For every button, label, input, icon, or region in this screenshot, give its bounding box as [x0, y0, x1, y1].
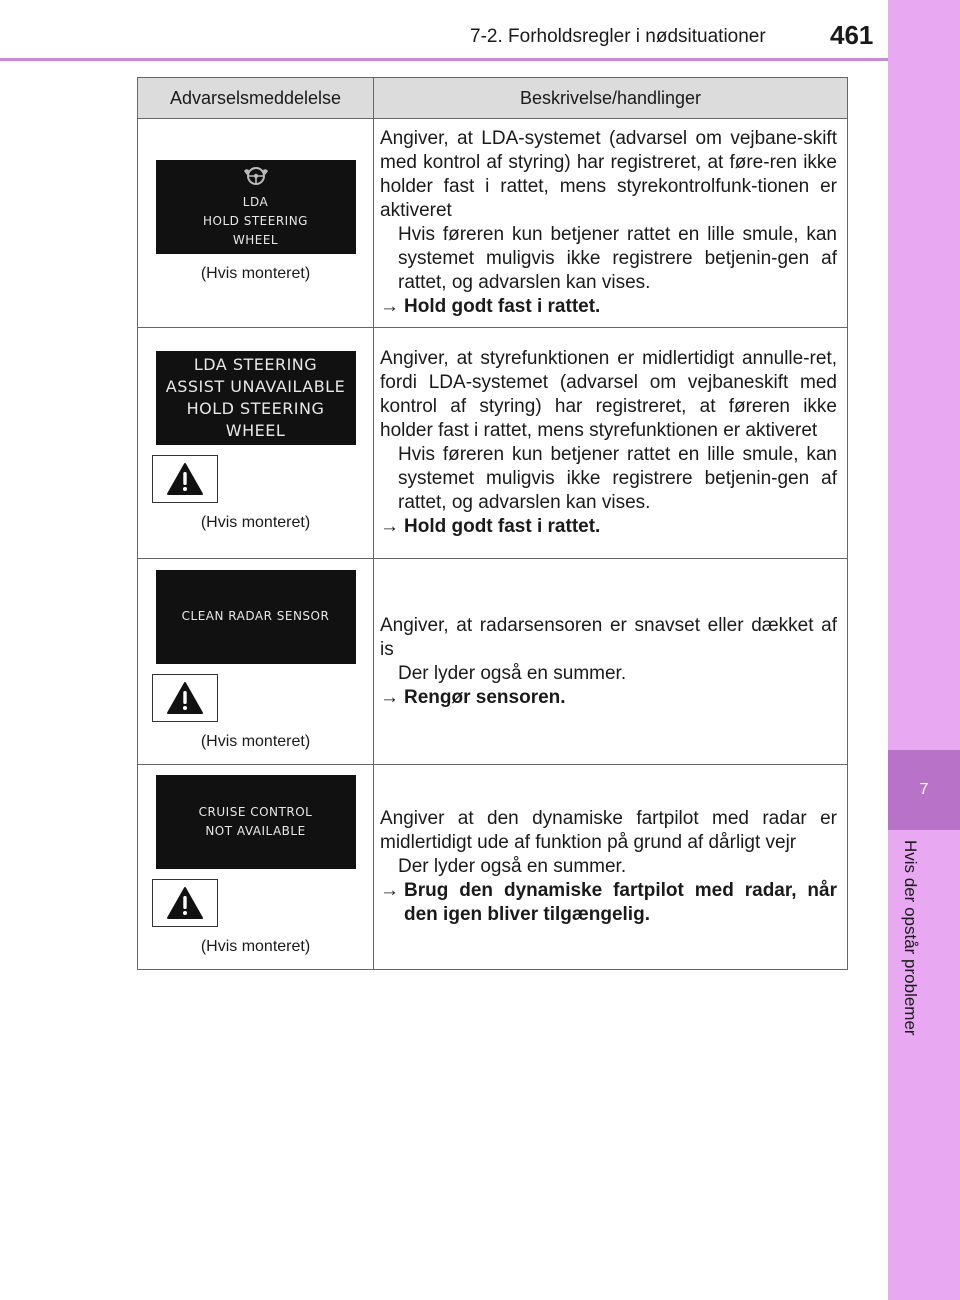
message-cell [138, 119, 374, 328]
warning-message-table [137, 77, 848, 970]
screen-line: HOLD STEERING [203, 213, 308, 228]
table-row [138, 559, 848, 765]
column-header-description: Beskrivelse/handlinger [374, 78, 848, 119]
table-row [138, 119, 848, 328]
screen-line: WHEEL [232, 232, 279, 247]
page-header [0, 0, 888, 58]
table-row [138, 765, 848, 970]
warning-triangle-icon [152, 879, 218, 927]
screen-line: ASSIST UNAVAILABLE [165, 377, 346, 396]
header-divider [0, 58, 888, 61]
description-text: Angiver, at styrefunktionen er midlertidigt annulle-ret, fordi LDA-systemet (advarsel om vejbaneskift med kontrol af styring) har registreret, at føreren ikke holder fast i rattet, mens styrefunktionen er aktiveret [380, 348, 837, 441]
chapter-label: Hvis der opstår problemer [901, 840, 920, 1036]
screen-line: LDA STEERING [193, 355, 318, 374]
screen-line: CRUISE CONTROL [198, 805, 313, 819]
message-cell [138, 328, 374, 559]
arrow-icon: → [380, 686, 399, 708]
table-header-row [138, 78, 848, 119]
arrow-icon: → [380, 880, 399, 901]
arrow-icon: → [380, 516, 399, 537]
message-cell [138, 559, 374, 765]
action-text [380, 515, 837, 539]
description-cell [374, 559, 848, 765]
chapter-number-tab: 7 [888, 750, 960, 830]
display-screen-lda [156, 160, 356, 254]
screen-line: HOLD STEERING [186, 399, 325, 418]
display-screen-lda-unavailable [156, 351, 356, 445]
description-cell [374, 119, 848, 328]
description-text: Angiver, at LDA-systemet (advarsel om vejbane-skift med kontrol af styring) har registreret, at føre-ren ikke holder fast i rattet, mens styrekontrolfunk-tionen er aktiveret [380, 128, 837, 221]
action-label: Rengør sensoren. [404, 686, 566, 708]
section-title: 7-2. Forholdsregler i nødsituationer [470, 26, 766, 47]
note-text: Hvis føreren kun betjener rattet en lille smule, kan systemet muligvis ikke registrere betjenin-gen af rattet, og advarslen kan vises. [398, 444, 837, 513]
fitment-caption: (Hvis monteret) [200, 938, 311, 955]
description-cell [374, 765, 848, 970]
warning-triangle-icon [152, 674, 218, 722]
description-cell [374, 328, 848, 559]
steering-wheel-hands-icon [241, 165, 271, 187]
chapter-side-tab [888, 0, 960, 1300]
action-label: Brug den dynamiske fartpilot med radar, når den igen bliver tilgængelig. [404, 880, 837, 925]
page-number: 461 [830, 20, 874, 50]
action-text [380, 879, 837, 927]
column-header-message: Advarselsmeddelelse [138, 78, 374, 119]
arrow-icon: → [380, 296, 399, 317]
action-text [380, 295, 837, 319]
screen-line: NOT AVAILABLE [205, 824, 306, 838]
action-label: Hold godt fast i rattet. [404, 296, 601, 317]
display-screen-cruise-control [156, 775, 356, 869]
table-row [138, 328, 848, 559]
screen-line: WHEEL [225, 421, 286, 440]
fitment-caption: (Hvis monteret) [200, 732, 311, 750]
note-text: Der lyder også en summer. [398, 856, 627, 877]
description-text: Angiver, at radarsensoren er snavset eller dækket af is [380, 614, 837, 660]
display-screen-clean-radar [156, 570, 356, 664]
note-text: Hvis føreren kun betjener rattet en lille smule, kan systemet muligvis ikke registrere betjenin-gen af rattet, og advarslen kan vises. [398, 224, 837, 293]
fitment-caption: (Hvis monteret) [200, 265, 311, 282]
note-text: Der lyder også en summer. [398, 662, 627, 684]
action-label: Hold godt fast i rattet. [404, 516, 601, 537]
fitment-caption: (Hvis monteret) [200, 514, 311, 531]
description-text: Angiver at den dynamiske fartpilot med radar er midlertidigt ude af funktion på grund af dårligt vejr [380, 808, 837, 853]
screen-line: CLEAN RADAR SENSOR [181, 609, 330, 623]
message-cell [138, 765, 374, 970]
action-text [380, 686, 837, 710]
warning-triangle-icon [152, 455, 218, 503]
screen-line: LDA [242, 194, 269, 209]
